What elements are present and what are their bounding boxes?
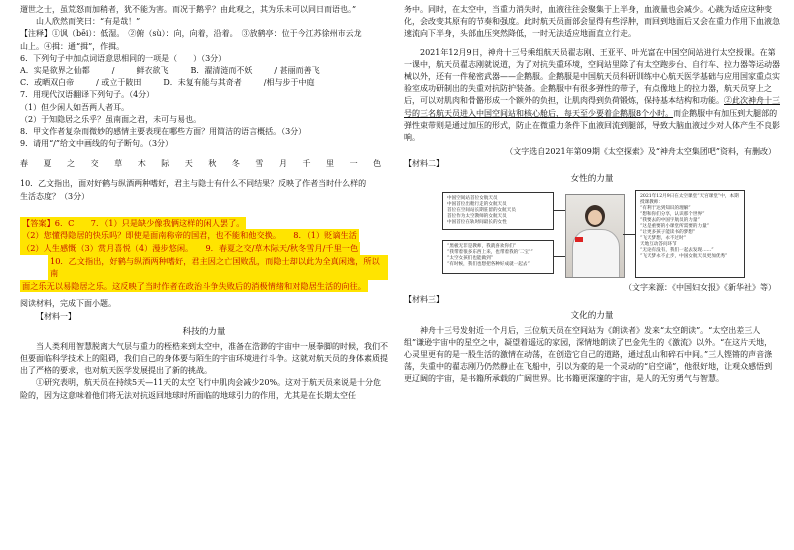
box-line: “我带着很多东西上来，也带着我的’二宝’” [447,250,533,256]
paragraph-2-text: 2021年12月9日，神舟十三号乘组航天员翟志刚、王亚平、叶光富在中国空间站进行太空授课。在第一课中，航天员翟志刚就说道，为了对抗失重环境，空间站里除了有太空跑步台、自行车、拉力器等运动器械以外，还有一件秘密武器——企鹅服。企鹅服是中国航天员科研训练中心航天医学基础与应用国家重点实验室成功研制出的失重对抗防护装备。企鹅服中有很多弹性的带子，有点像地上的拉力器，航天员穿上之后，可以对肌肉和骨骼形成一个额外的负担，让肌肉得到负荷锻炼，保持基本结构和功能。 [404,47,780,106]
box-line: “有时候，我们也想把各种好成就一起去” [447,262,530,268]
q6-options-row1 [20,65,388,77]
text-line: 山人欣然而笑曰：“有是哉！” [36,17,141,27]
box-line: 首位作为太空教师的女航天员 [447,214,507,220]
connector-line [554,210,565,211]
material-3-label: 【材料三】 [404,295,444,305]
box-line: 中国首位在轨时间最长的女性 [447,220,507,226]
material-3-title: 文化的力量 [570,310,614,321]
answer-block [20,217,388,293]
box-line: 首位在空间站长期驻留的女航天员 [447,208,516,214]
read-prompt: 阅读材料，完成下面小题。 [20,299,116,309]
option-b2: / 甚丽而善飞 [274,66,320,76]
box-line: “我要去的中国宇航员的力量” [640,218,700,224]
box-line: 中国首位出舱行走的女航天员 [447,202,507,208]
question-9: 9．请用“/”给文中画线的句子断句。（3分） [20,139,174,149]
underlined-sentence: ②此次神舟十三号的三名航天员进入中国空间站和核心舱后，每天至少要着企鹅服8个小时。 [404,96,780,118]
question-7-1: （1）但少闲人如吾两人者耳。 [20,102,130,112]
q6-options-row2 [20,77,388,89]
question-7-2: （2）于知隐居之乐乎？虽南面之君，未可与易也。 [20,114,202,124]
box-line: “这是重要的小课堂所需要的力量” [640,224,710,230]
text-line: 遛世之士，虽荒怒而加稍者，犹不能为害。而况于鹅乎？由此观之，其为乐未可以同日而语也。” [20,5,357,14]
question-8: 8．甲文作者复杂而微妙的感情主要表现在哪些方面？用简洁的语言概括。（3分） [20,127,307,137]
material-1-title: 科技的力量 [182,326,226,337]
achievements-box [442,192,554,230]
question-10-b: 生活态度？（3分） [20,191,90,201]
box-line: “无论有没有，我们一起去发现……” [640,248,714,254]
answer-line: （2）人生感慨（3）赏月喜悦（4）漫步悠闲。 9．春夏之交/草木际天/秋冬雪月/千里一色 [22,243,359,254]
option-c2: / 或立于陂田 [96,78,142,88]
question-9-text: 春 夏 之 交 草 木 际 天 秋 冬 雪 月 千 里 一 色 [20,159,388,169]
box-line: “太空女孩们也能做到” [447,256,494,262]
box-title: 2021年12月9日在太空课堂“天宫课堂”中，本期授课教师： [640,194,739,206]
text-line: 山上。④揖：通“揖”，作揖。 [20,41,125,51]
option-a: A．实是欲界之仙都 [20,66,90,76]
infographic [404,188,780,280]
right-column [404,4,780,386]
question-10: 10．乙文指出，面对好鹤与纵酒两种嗜好，君主与隐士有什么不同结果？反映了作者当时什么样的 [20,179,367,189]
classroom-box [635,190,745,278]
option-sep: / [111,66,115,76]
text-line: 【注释】①讽（bēi）：低湿。 ②俯（sù）：向，向着，沿着。 ③放鹤亭：位于今江苏徐州市云龙 [20,29,362,39]
material-1-paragraph-2: ①研究表明，航天员在持续5天—11天的太空飞行中肌肉会减少20%。这对于航天员来说是十分危险的，因为这意味着他们将无法对抗返回地球时所面临的地球引力的作用，尤其是在长期太空任 [20,378,382,400]
answer-line: 面之乐无以易隐居之乐。这反映了当时作者在政治斗争失败后的消极情绪和对隐居生活的向往。 [22,280,366,291]
answer-line: （2）您懂得隐居的快乐吗？即使是面南称帝的国君，也不能和他交换。 8．（1）贬谪生活 [22,230,357,241]
connector-line [623,234,635,235]
question-6: 6．下列句子中加点词语意思相同的一项是（ ）（3分） [20,53,227,63]
box-line: “飞天梦永不止步，中国女航天员更加优秀” [640,254,728,260]
material-1-label: 【材料一】 [36,311,76,321]
option-d: D．未复有能与其奇者 [163,78,242,88]
option-a2: 鲜衣欲飞 [136,66,169,76]
box-line: 中国空间站首位女航天员 [447,196,498,202]
left-column [20,4,388,402]
paragraph-2-end: 而企鹅服中有加压到大腿部的弹性束带则是通过加压的形式，防止在微重力条件下血液回流到腿部，导致大脑血液过少对人体产生不良影响。 [404,108,780,143]
box-line: 天地互动答问环节 [640,242,677,248]
answer-line: 10．乙文指出，好鹤与纵酒两种嗜好，君主因之亡国败乱，而隐士却以此为全真闲逸，所以南 [48,255,388,280]
answer-line: 【答案】6．C 7．（1）只是缺少像我俩这样的闲人罢了。 [22,217,245,228]
material-3-paragraph: 神舟十三号发射近一个月后，三位航天员在空间站为《朗读者》发来“太空朗读”。“太空出差三人组”谦逊宇宙中的星空之中，凝望着遥远的家园，深情地朗读了巴金先生的《激流》以外。“在这片天地，心灵里更有的是一股生活的激情在动荡，在创造它自己的道路，通过乱山和碎石中间。”三人铿锵的声音涤荡，失重中的翟志刚乃仍然静止在飞船中，引以为豪的是一个灵动的“启空诵”，他很好地，让观众感悟到更辽阔的宇宙，是书籍所承载的广阔世界。比书籍更深邃的宇宙，是人的无穷勇气与智慧。 [404,325,773,384]
box-line: “飞天梦想，永不过时” [640,236,687,242]
material-2-title: 女性的力量 [570,174,614,185]
astronaut-photo [565,194,625,278]
paragraph: 务中。同时，在太空中，当重力消失时，血液往往会聚集于上半身，血液量也会减少。心跳为适应这种变化，会改变其原有的节奏和强度。此时航天员面部会显得有些浮肿，而回到地面后又会在重力作用下血液急速流向下半身，头部血压突然降低，一时无法适应地面直立行走。 [404,5,780,39]
option-d2: /相与步于中庭 [263,78,315,88]
material-1-paragraph: 当人类利用智慧脱离大气层与重力的桎梏来到太空中，准备在浩渺的宇宙中一展拳脚的时候，我们不但要面临科学技术上的阻碍，我们自己的身体要与陌生的宇宙环境进行斗争。这就对航天员的身体素质提出了严格的要求，也对航天医学发展提出了新的挑战。 [20,341,388,376]
option-b: B．濯清涟而不妖 [190,66,253,76]
question-7: 7．用现代汉语翻译下列句子。（4分） [20,90,155,100]
connector-line [554,256,565,257]
material-2-label: 【材料二】 [404,159,444,169]
box-line: “想和你们分享，认识那个世界” [640,212,705,218]
source-note-2: （文字来源：《中国妇女报》《新华社》等） [624,283,776,293]
quotes-box [442,240,554,274]
box-line: “让更多孩子能读书的梦想” [640,230,696,236]
option-c: C．或晒双白帝 [20,78,75,88]
paragraph-2 [404,47,780,145]
source-note: （文字选自2021年第09期《太空探索》及“神舟太空集团吧”资料，有删改） [505,147,776,157]
flag-patch-icon [575,237,583,242]
box-line: “黑板无非是教师，我就喜欢你们” [447,244,517,250]
box-line: “有利于达到知识的理解” [640,206,691,212]
